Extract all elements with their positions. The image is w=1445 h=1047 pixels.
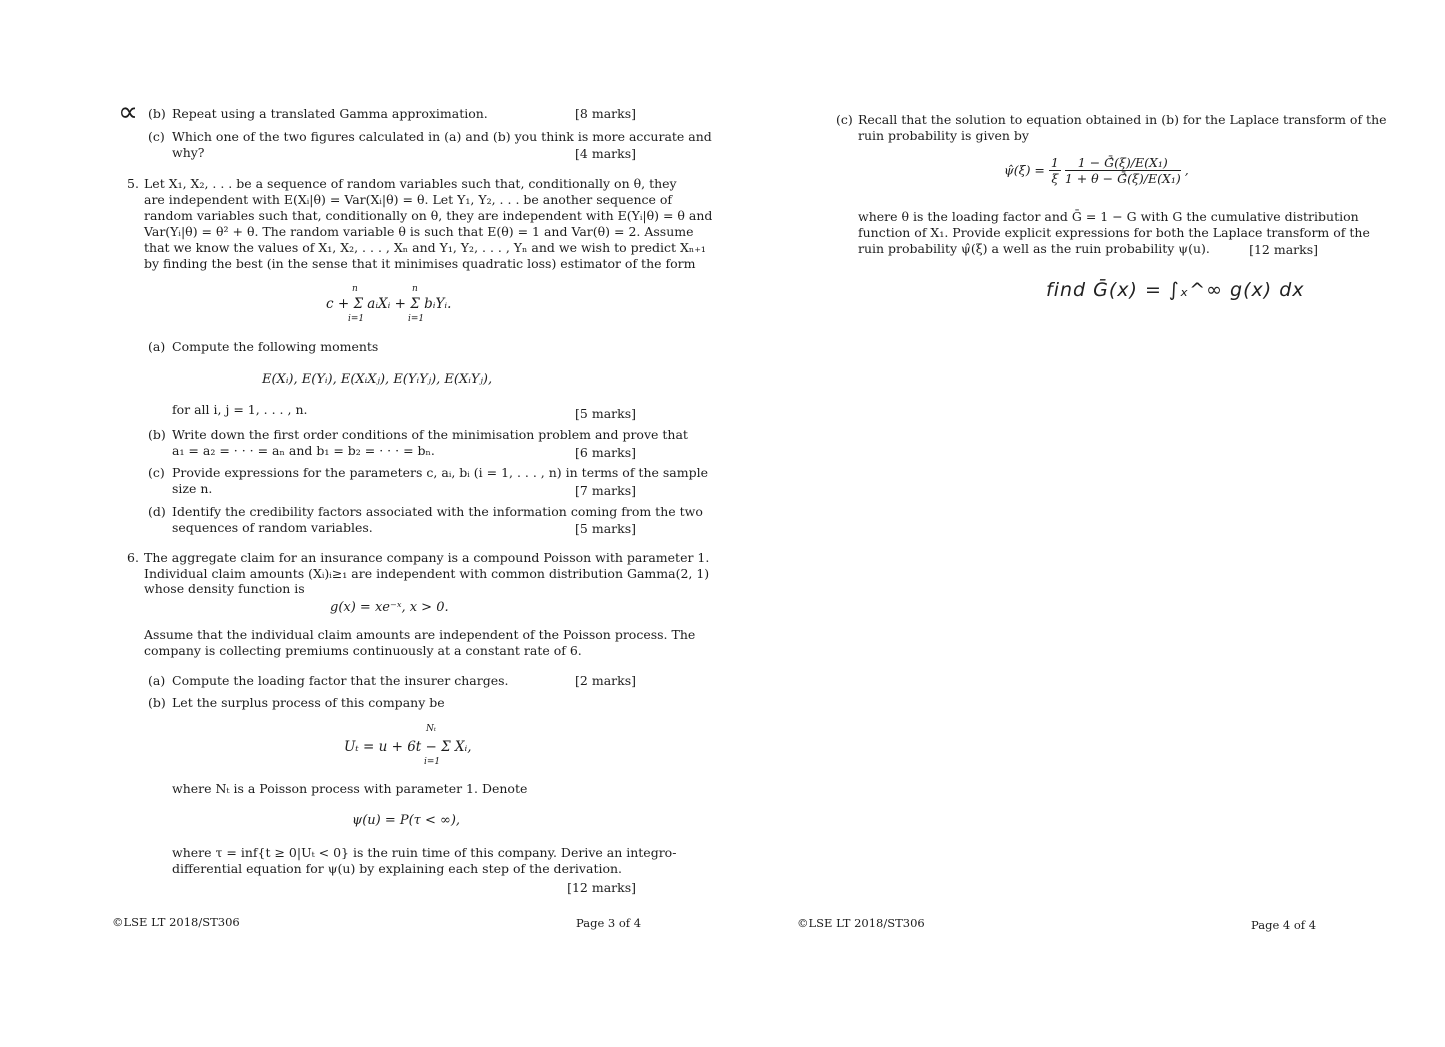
q4c-line2: why? <box>172 145 205 160</box>
q4b-marks: [8 marks] <box>575 106 636 121</box>
q6-density: g(x) = xe⁻ˣ, x > 0. <box>330 600 449 615</box>
q5c-line2: size n. <box>172 481 213 496</box>
rc-inner-denominator: 1 + θ − Ḡ̂(ξ)/E(X₁) <box>1064 171 1181 186</box>
q6a-marks: [2 marks] <box>575 673 636 688</box>
q6b-surplus: Uₜ = u + 6t − Σ Xᵢ, <box>344 739 472 755</box>
q5-line: that we know the values of X₁, X₂, . . . , Xₙ and Y₁, Y₂, . . . , Yₙ and we wish to predict Xₙ₊₁ <box>144 240 706 255</box>
q6b-sum-upper: Nₜ <box>426 724 437 734</box>
q6b-sum-lower: i=1 <box>424 757 441 767</box>
q5b-label: (b) <box>148 427 166 442</box>
rc-outer-numerator: 1 <box>1050 155 1059 170</box>
q6-line: Individual claim amounts (Xᵢ)ᵢ≥₁ are independent with common distribution Gamma(2, 1) <box>144 566 710 581</box>
q5d-marks: [5 marks] <box>575 521 636 536</box>
right-page <box>722 0 1445 1047</box>
q5-estimator: c + Σ aᵢXᵢ + Σ bᵢYᵢ. <box>326 296 452 312</box>
q6b-where1: where Nₜ is a Poisson process with parameter 1. Denote <box>172 781 528 796</box>
q4b-text: Repeat using a translated Gamma approximation. <box>172 106 488 121</box>
q5-line: by finding the best (in the sense that it minimises quadratic loss) estimator of the form <box>144 256 696 271</box>
q5c-marks: [7 marks] <box>575 483 636 498</box>
rc-line2: ruin probability is given by <box>858 128 1029 143</box>
q5-sum-upper: n <box>412 284 418 294</box>
rc-where-line: where θ is the loading factor and Ḡ = 1 − G with G the cumulative distribution <box>858 209 1359 224</box>
q4c-marks: [4 marks] <box>575 146 636 161</box>
right-footer-page-number: Page 4 of 4 <box>1251 918 1317 932</box>
q4c-label: (c) <box>148 129 165 144</box>
q5-number: 5. <box>127 176 139 191</box>
q5a-label: (a) <box>148 339 166 354</box>
q6a-text: Compute the loading factor that the insurer charges. <box>172 673 509 688</box>
q5b-line2: a₁ = a₂ = · · · = aₙ and b₁ = b₂ = · · · = bₙ. <box>172 443 435 458</box>
q5b-marks: [6 marks] <box>575 445 636 460</box>
right-footer-copyright: ©LSE LT 2018/ST306 <box>797 916 925 930</box>
rc-formula <box>1004 155 1189 186</box>
q6-assume-line: company is collecting premiums continuously at a constant rate of 6. <box>144 643 582 658</box>
rc-outer-denominator: ξ <box>1051 171 1059 186</box>
q5c-line1: Provide expressions for the parameters c, aᵢ, bᵢ (i = 1, . . . , n) in terms of the sample <box>172 465 708 480</box>
q5d-line2: sequences of random variables. <box>172 520 373 535</box>
left-footer-copyright: ©LSE LT 2018/ST306 <box>112 915 240 929</box>
q6b-label: (b) <box>148 695 166 710</box>
q5-sum-upper: n <box>352 284 358 294</box>
q6-number: 6. <box>127 550 139 565</box>
handwritten-alpha-mark: ∝ <box>118 95 139 128</box>
q5c-label: (c) <box>148 465 165 480</box>
q4b-label: (b) <box>148 106 166 121</box>
handwritten-note: find Ḡ(x) = ∫ₓ^∞ g(x) dx <box>1046 279 1305 301</box>
q6-line: The aggregate claim for an insurance company is a compound Poisson with parameter 1. <box>144 550 710 565</box>
q4c-line1: Which one of the two figures calculated in (a) and (b) you think is more accurate and <box>172 129 712 144</box>
rc-formula-lhs: ψ̂(ξ) = <box>1004 162 1045 178</box>
q5d-label: (d) <box>148 504 166 519</box>
rc-where-line: function of X₁. Provide explicit expressions for both the Laplace transform of the <box>858 225 1370 240</box>
q5-line: Var(Yᵢ|θ) = θ² + θ. The random variable θ is such that E(θ) = 1 and Var(θ) = 2. Assume <box>144 224 694 239</box>
q5a-marks: [5 marks] <box>575 406 636 421</box>
q6b-text: Let the surplus process of this company be <box>172 695 445 710</box>
rc-label: (c) <box>836 112 853 127</box>
q5d-line1: Identify the credibility factors associated with the information coming from the two <box>172 504 703 519</box>
q6-assume-line: Assume that the individual claim amounts are independent of the Poisson process. The <box>144 627 696 642</box>
q6b-where2-line2: differential equation for ψ(u) by explaining each step of the derivation. <box>172 861 623 876</box>
rc-line1: Recall that the solution to equation obtained in (b) for the Laplace transform of the <box>858 112 1387 127</box>
q6b-marks: [12 marks] <box>567 880 636 895</box>
q5a-text: Compute the following moments <box>172 339 379 354</box>
q5-line: random variables such that, conditionally on θ, they are independent with E(Yᵢ|θ) = θ and <box>144 208 713 223</box>
q6b-ruin: ψ(u) = P(τ < ∞), <box>352 813 461 828</box>
q5b-line1: Write down the first order conditions of the minimisation problem and prove that <box>172 427 688 442</box>
rc-inner-fraction <box>1065 155 1181 186</box>
rc-formula-tail: , <box>1184 162 1189 178</box>
q5a-for-all: for all i, j = 1, . . . , n. <box>172 402 308 417</box>
q6b-where2-line1: where τ = inf{t ≥ 0|Uₜ < 0} is the ruin time of this company. Derive an integro- <box>172 845 677 860</box>
q6a-label: (a) <box>148 673 166 688</box>
q5-sum-lower: i=1 <box>408 314 425 324</box>
rc-marks: [12 marks] <box>1249 242 1318 257</box>
q5-line: Let X₁, X₂, . . . be a sequence of random variables such that, conditionally on θ, they <box>144 176 677 191</box>
rc-inner-numerator: 1 − Ḡ̂(ξ)/E(X₁) <box>1065 155 1181 171</box>
q5-line: are independent with E(Xᵢ|θ) = Var(Xᵢ|θ) = θ. Let Y₁, Y₂, . . . be another sequence of <box>144 192 673 207</box>
left-page <box>0 0 722 1047</box>
q6-line: whose density function is <box>144 581 305 596</box>
rc-last-line: ruin probability ψ̂(ξ) a well as the ruin probability ψ(u). <box>858 241 1210 256</box>
q5-sum-lower: i=1 <box>348 314 365 324</box>
q5a-moments: E(Xᵢ), E(Yᵢ), E(XᵢXⱼ), E(YᵢYⱼ), E(XᵢYⱼ), <box>262 372 493 387</box>
rc-outer-fraction <box>1049 155 1061 186</box>
left-footer-page-number: Page 3 of 4 <box>576 916 642 930</box>
